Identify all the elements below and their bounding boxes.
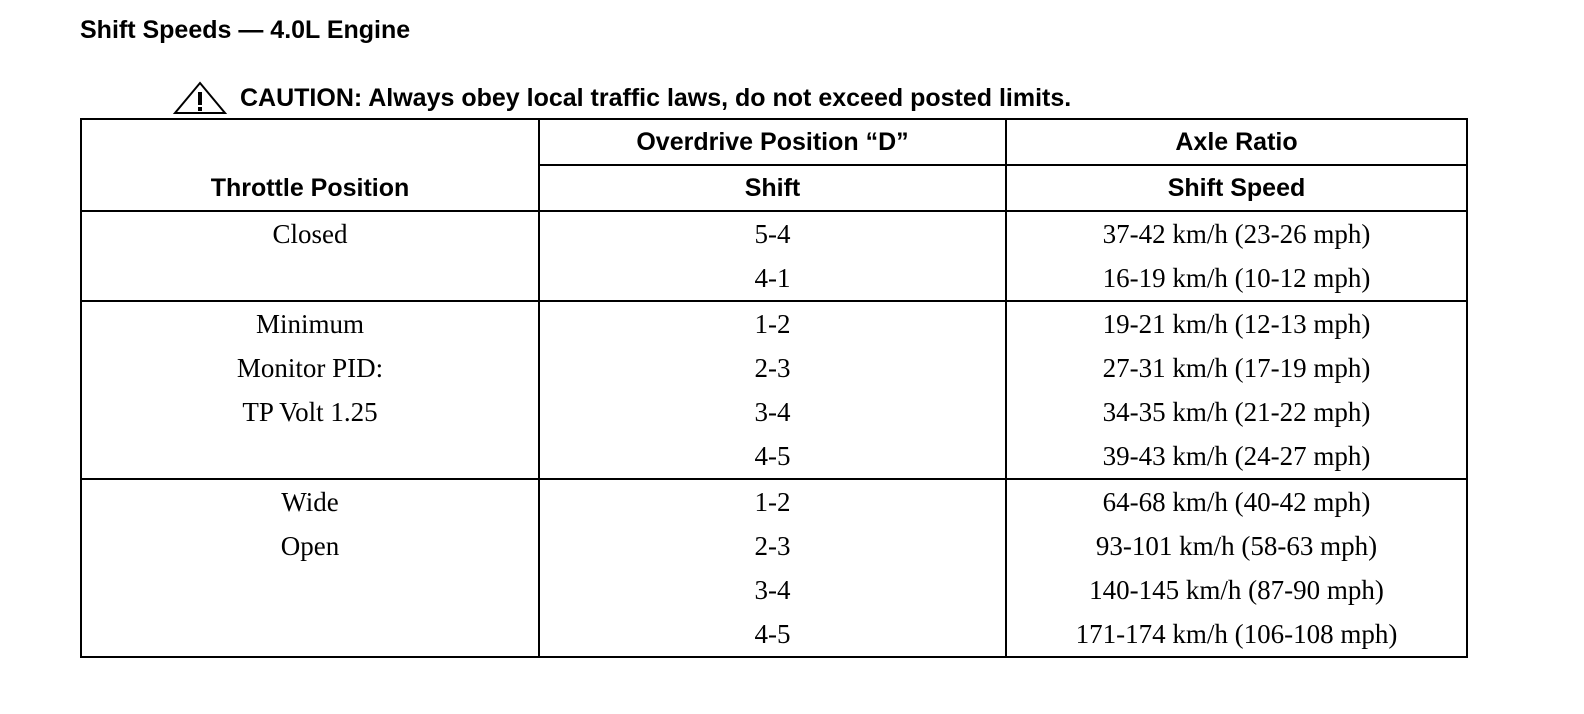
throttle-position-line: Monitor PID: bbox=[236, 353, 384, 383]
shift-speed-cell: 39-43 km/h (24-27 mph) bbox=[1006, 434, 1467, 479]
shift-cell: 1-2 bbox=[539, 479, 1006, 524]
header-throttle-position: Throttle Position bbox=[81, 119, 539, 211]
throttle-position-cell bbox=[81, 211, 539, 301]
shift-speed-cell: 16-19 km/h (10-12 mph) bbox=[1006, 256, 1467, 301]
shift-cell: 5-4 bbox=[539, 211, 1006, 256]
header-shift-speed: Shift Speed bbox=[1006, 165, 1467, 211]
page-title: Shift Speeds — 4.0L Engine bbox=[80, 16, 411, 44]
shift-cell: 3-4 bbox=[539, 390, 1006, 434]
table-row bbox=[81, 301, 1467, 346]
shift-speeds-table bbox=[80, 118, 1468, 658]
shift-speed-cell: 171-174 km/h (106-108 mph) bbox=[1006, 612, 1467, 657]
shift-speed-cell: 27-31 km/h (17-19 mph) bbox=[1006, 346, 1467, 390]
caution-text: CAUTION: Always obey local traffic laws, do not exceed posted limits. bbox=[240, 83, 1072, 112]
throttle-position-line: Closed bbox=[272, 219, 348, 249]
shift-cell: 2-3 bbox=[539, 346, 1006, 390]
throttle-position-cell bbox=[81, 479, 539, 657]
header-shift: Shift bbox=[539, 165, 1006, 211]
throttle-position-line: Wide bbox=[281, 487, 339, 517]
header-overdrive-position: Overdrive Position “D” bbox=[539, 119, 1006, 165]
table-body bbox=[81, 211, 1467, 657]
shift-cell: 1-2 bbox=[539, 301, 1006, 346]
shift-speed-cell: 19-21 km/h (12-13 mph) bbox=[1006, 301, 1467, 346]
shift-speed-cell: 93-101 km/h (58-63 mph) bbox=[1006, 524, 1467, 568]
shift-speed-cell: 37-42 km/h (23-26 mph) bbox=[1006, 211, 1467, 256]
shift-cell: 4-5 bbox=[539, 612, 1006, 657]
table-row bbox=[81, 479, 1467, 524]
throttle-position-line: Open bbox=[280, 531, 340, 561]
caution-notice bbox=[172, 78, 1071, 118]
shift-cell: 2-3 bbox=[539, 524, 1006, 568]
shift-cell: 4-5 bbox=[539, 434, 1006, 479]
shift-cell: 4-1 bbox=[539, 256, 1006, 301]
throttle-position-line: Minimum bbox=[255, 309, 364, 339]
shift-cell: 3-4 bbox=[539, 568, 1006, 612]
header-axle-ratio: Axle Ratio bbox=[1006, 119, 1467, 165]
shift-speed-cell: 64-68 km/h (40-42 mph) bbox=[1006, 479, 1467, 524]
table-row bbox=[81, 211, 1467, 256]
throttle-position-cell bbox=[81, 301, 539, 479]
shift-speed-cell: 34-35 km/h (21-22 mph) bbox=[1006, 390, 1467, 434]
throttle-position-line: TP Volt 1.25 bbox=[242, 397, 378, 427]
warning-triangle-icon bbox=[172, 80, 228, 116]
shift-speed-cell: 140-145 km/h (87-90 mph) bbox=[1006, 568, 1467, 612]
